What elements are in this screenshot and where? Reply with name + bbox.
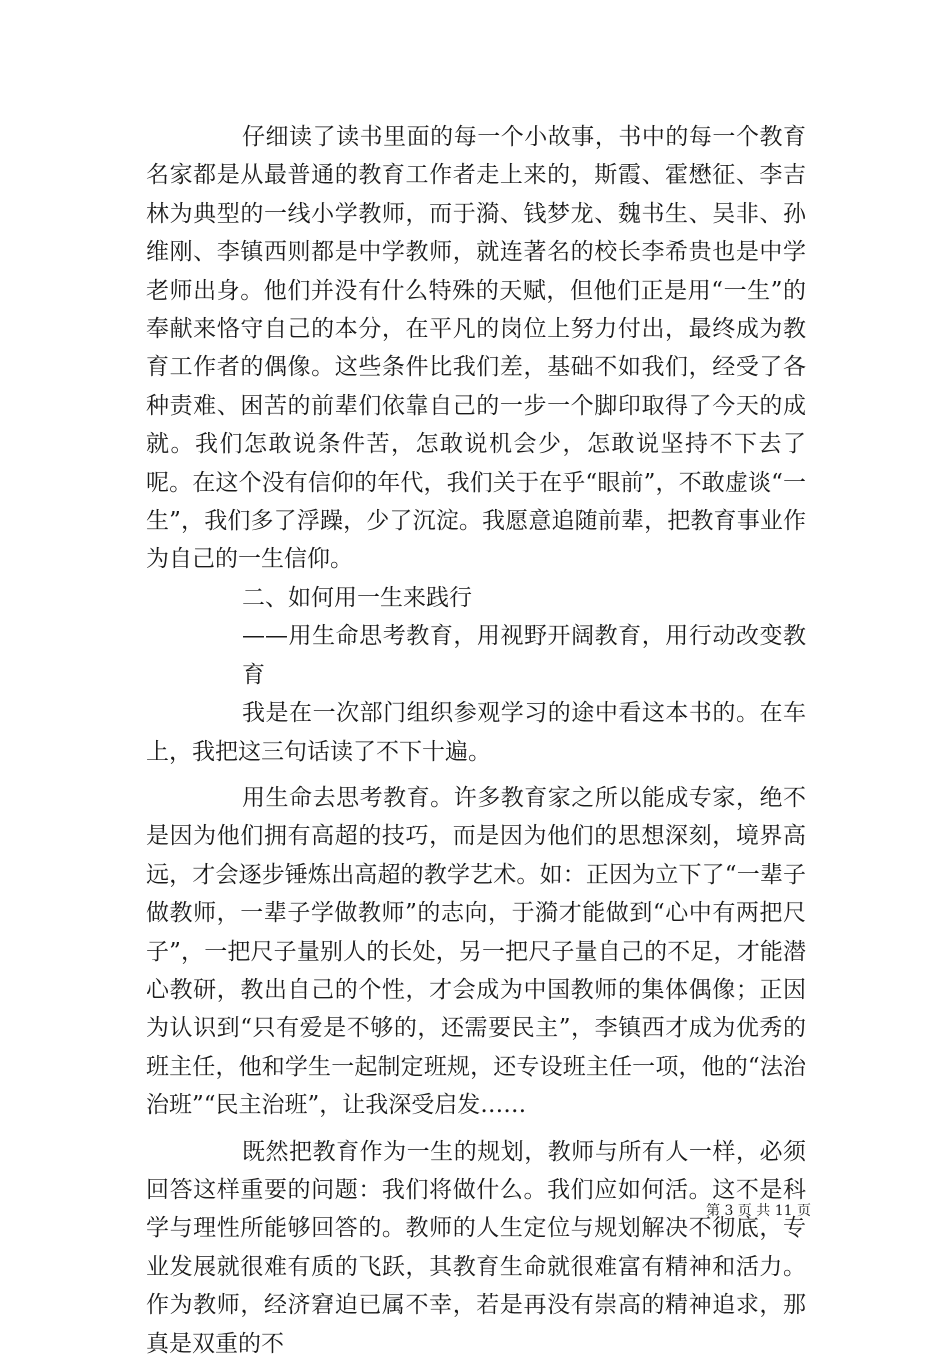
- section-heading: 二、如何用一生来践行: [242, 584, 472, 611]
- paragraph-1: 仔细读了读书里面的每一个小故事，书中的每一个教育名家都是从最普通的教育工作者走上来的，斯霞、霍懋征、李吉林为典型的一线小学教师，而于漪、钱梦龙、魏书生、吴非、孙维刚、李镇西则都是中学教师，就连著名的校长李希贵也是中学老师出身。他们并没有什么特殊的天赋，但他们正是用“一生”的奉献来恪守自己的本分，在平凡的岗位上努力付出，最终成为教育工作者的偶像。这些条件比我们差，基础不如我们，经受了各种责难、困苦的前辈们依靠自己的一步一个脚印取得了今天的成就。我们怎敢说条件苦，怎敢说机会少，怎敢说坚持不下去了呢。在这个没有信仰的年代，我们关于在乎“眼前”，不敢虚谈“一生”，我们多了浮躁，少了沉淀。我愿意追随前辈，把教育事业作为自己的一生信仰。: [146, 124, 806, 573]
- paragraph-4: 既然把教育作为一生的规划，教师与所有人一样，必须回答这样重要的问题：我们将做什么。我们应如何活。这不是科学与理性所能够回答的。教师的人生定位与规划解决不彻底，专业发展就很难有质的飞跃，其教育生命就很难富有精神和活力。作为教师，经济窘迫已属不幸，若是再没有崇高的精神追求，那真是双重的不: [146, 1138, 806, 1357]
- document-body: [146, 118, 806, 1363]
- paragraph-3: 用生命去思考教育。许多教育家之所以能成专家，绝不是因为他们拥有高超的技巧，而是因为他们的思想深刻，境界高远，才会逐步锤炼出高超的教学艺术。如：正因为立下了“一辈子做教师，一辈子学做教师”的志向，于漪才能做到“心中有两把尺子”，一把尺子量别人的长处，另一把尺子量自己的不足，才能潜心教研，教出自己的个性，才会成为中国教师的集体偶像；正因为认识到“只有爱是不够的，还需要民主”，李镇西才成为优秀的班主任，他和学生一起制定班规，还专设班主任一项，他的“法治治班”“民主治班”，让我深受启发……: [146, 784, 806, 1119]
- section-subheading: ——用生命思考教育，用视野开阔教育，用行动改变教育: [242, 623, 806, 688]
- paragraph-2: 我是在一次部门组织参观学习的途中看这本书的。在车上，我把这三句话读了不下十遍。: [146, 700, 806, 765]
- page-number-footer: 第 3 页 共 11 页: [706, 1203, 811, 1219]
